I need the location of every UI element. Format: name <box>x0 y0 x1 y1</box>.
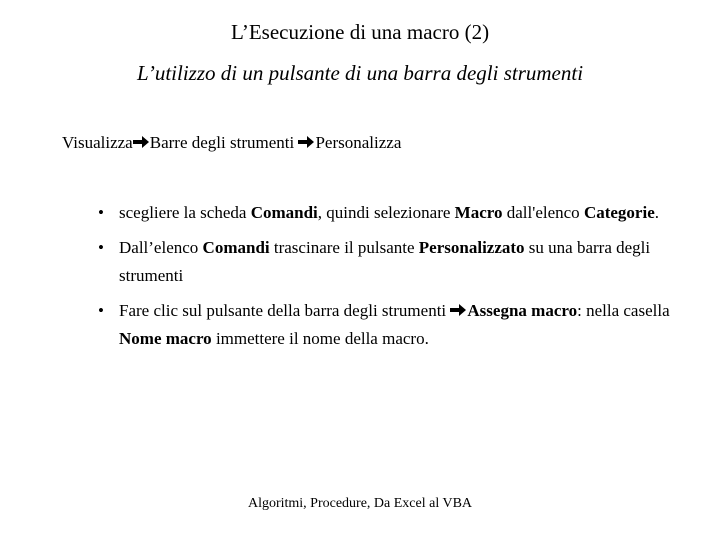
bullet-item: • Fare clic sul pulsante della barra degli strumenti Assegna macro: nella casella Nome macro immettere il nome della macro. <box>95 297 685 353</box>
slide-title: L’Esecuzione di una macro (2) <box>230 20 490 44</box>
bold-term: Personalizzato <box>418 238 525 257</box>
slide-footer: Algoritmi, Procedure, Da Excel al VBA <box>247 496 473 511</box>
bullet-dot: • <box>98 301 104 320</box>
arrow-right-icon <box>450 303 467 317</box>
arrow-right-icon <box>133 135 150 149</box>
bullet-dot: • <box>98 203 104 222</box>
bold-term: Categorie <box>583 203 655 222</box>
menu-path <box>62 131 401 155</box>
slide-subtitle: L’utilizzo di un pulsante di una barra degli strumenti <box>136 61 584 85</box>
bullet-dot: • <box>98 238 104 257</box>
menu-path-item: Personalizza <box>315 133 402 152</box>
menu-path-item: Visualizza <box>62 133 133 152</box>
bullet-list <box>95 199 685 360</box>
bold-term: Comandi <box>202 238 270 257</box>
arrow-right-icon <box>298 135 315 149</box>
bullet-item: • Dall’elenco Comandi trascinare il pulsante Personalizzato su una barra degli strumenti <box>95 234 685 290</box>
menu-path-item: Barre degli strumenti <box>149 133 295 152</box>
bold-term: Macro <box>454 203 503 222</box>
bold-term: Comandi <box>250 203 318 222</box>
bold-term: Assegna macro <box>467 301 578 320</box>
bold-term: Nome macro <box>119 329 212 348</box>
bullet-item: • scegliere la scheda Comandi, quindi selezionare Macro dall'elenco Categorie. <box>95 199 685 227</box>
